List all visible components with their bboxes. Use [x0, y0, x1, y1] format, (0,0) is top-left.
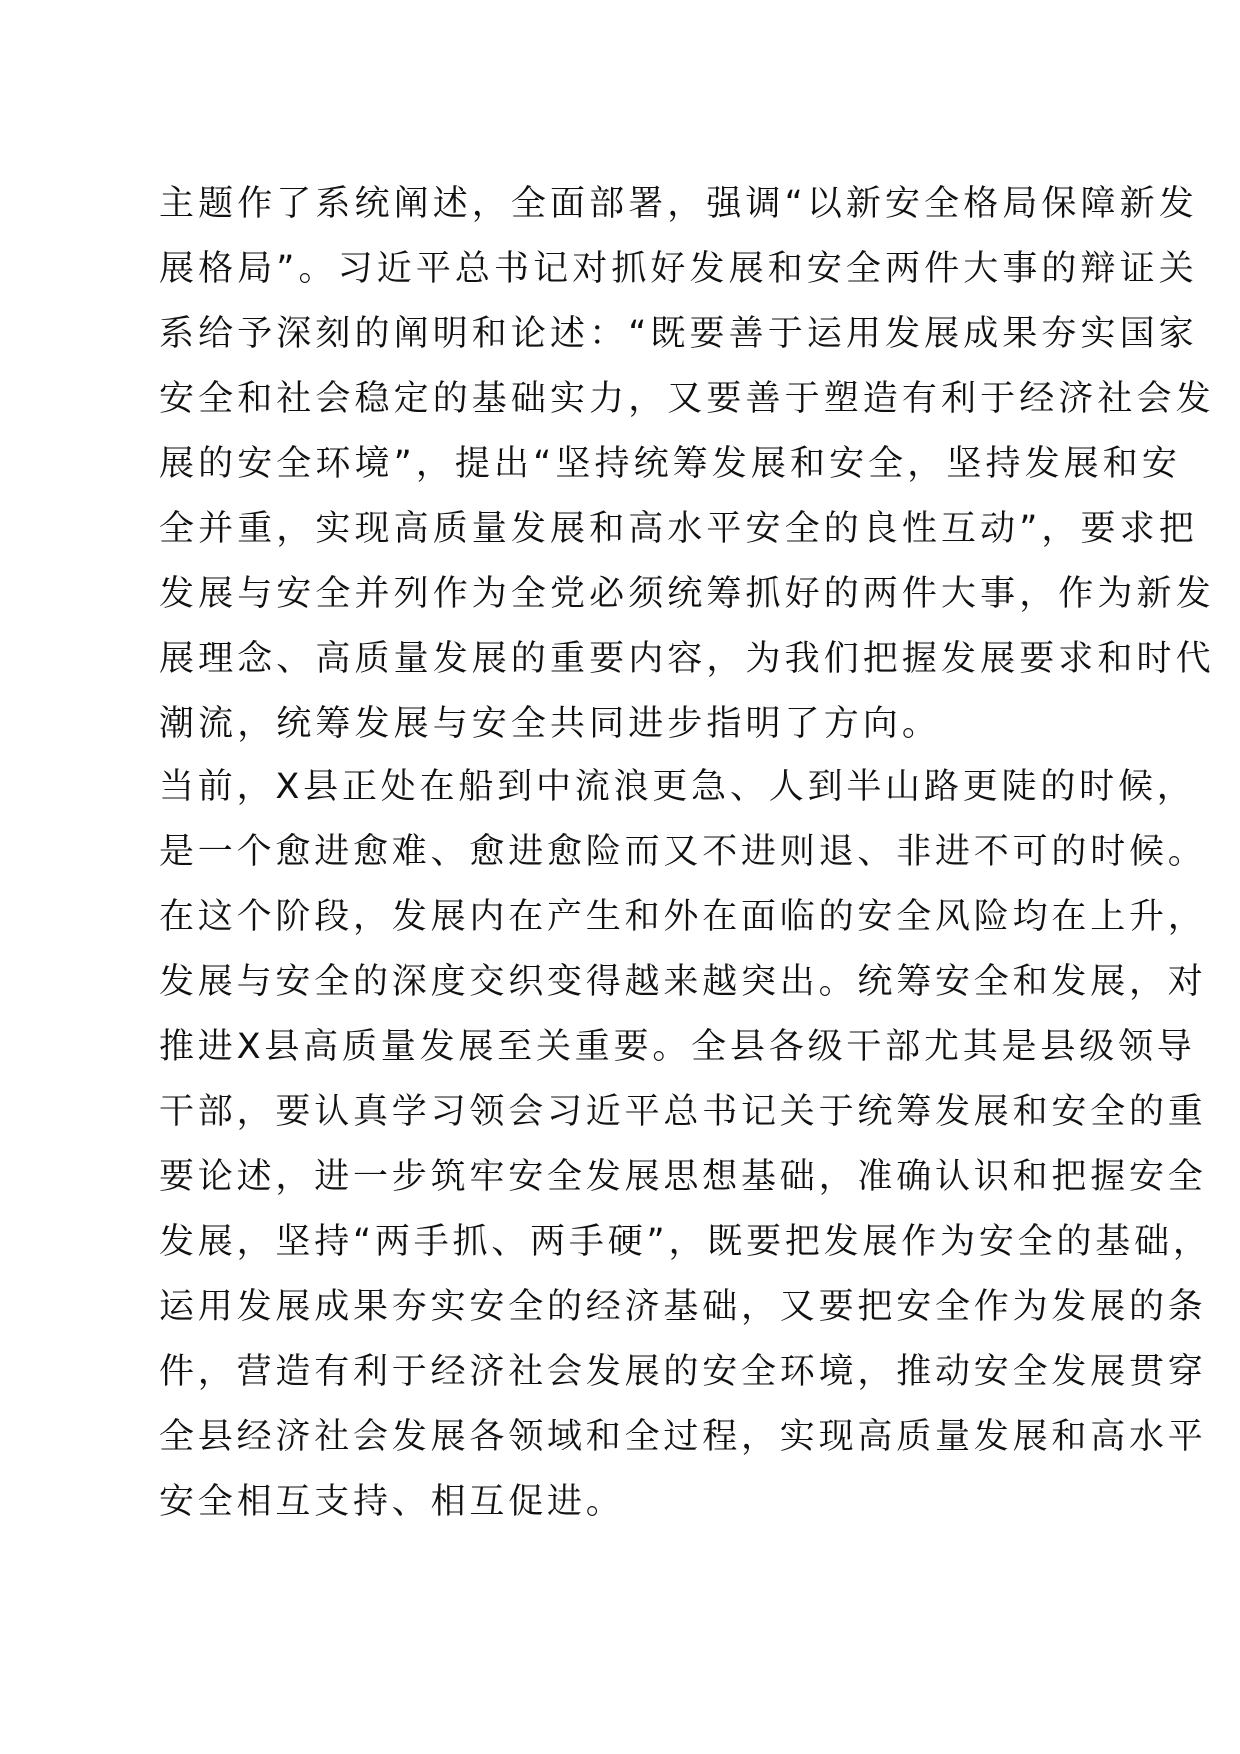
paragraph-line: 全县经济社会发展各领域和全过程，实现高质量发展和高水平: [159, 1417, 1207, 1457]
paragraph-line: 当前，X县正处在船到中流浪更急、人到半山路更陡的时候，: [159, 767, 1196, 807]
paragraph-line: 干部，要认真学习领会习近平总书记关于统筹发展和安全的重: [159, 1092, 1207, 1132]
paragraph-line: 要论述，进一步筑牢安全发展思想基础，准确认识和把握安全: [159, 1157, 1207, 1197]
paragraph-line: 发展与安全并列作为全党必须统筹抓好的两件大事，作为新发: [159, 574, 1215, 614]
paragraph-line: 潮流，统筹发展与安全共同进步指明了方向。: [159, 704, 942, 744]
paragraph-line: 系给予深刻的阐明和论述：“既要善于运用发展成果夯实国家: [159, 314, 1198, 354]
paragraph-line: 发展与安全的深度交织变得越来越突出。统筹安全和发展，对: [159, 962, 1207, 1002]
paragraph-line: 全并重，实现高质量发展和高水平安全的良性互动”，要求把: [159, 509, 1198, 549]
paragraph-2: [159, 755, 1212, 1535]
paragraph-line: 是一个愈进愈难、愈进愈险而又不进则退、非进不可的时候。: [159, 832, 1207, 872]
paragraph-line: 发展，坚持“两手抓、两手硬”，既要把发展作为安全的基础，: [159, 1222, 1212, 1262]
paragraph-line: 安全和社会稳定的基础实力，又要善于塑造有利于经济社会发: [159, 379, 1215, 419]
paragraph-line: 推进X县高质量发展至关重要。全县各级干部尤其是县级领导: [159, 1027, 1196, 1067]
paragraph-line: 在这个阶段，发展内在产生和外在面临的安全风险均在上升，: [159, 897, 1207, 937]
paragraph-line: 展格局”。习近平总书记对抓好发展和安全两件大事的辩证关: [159, 249, 1198, 289]
paragraph-line: 件，营造有利于经济社会发展的安全环境，推动安全发展贯穿: [159, 1352, 1207, 1392]
paragraph-line: 展的安全环境”，提出“坚持统筹发展和安全，坚持发展和安: [159, 444, 1181, 484]
paragraph-line: 主题作了系统阐述，全面部署，强调“以新安全格局保障新发: [159, 184, 1198, 224]
paragraph-line: 运用发展成果夯实安全的经济基础，又要把安全作为发展的条: [159, 1287, 1207, 1327]
paragraph-line: 展理念、高质量发展的重要内容，为我们把握发展要求和时代: [159, 639, 1215, 679]
paragraph-1: [159, 172, 1215, 757]
paragraph-line: 安全相互支持、相互促进。: [159, 1482, 625, 1522]
